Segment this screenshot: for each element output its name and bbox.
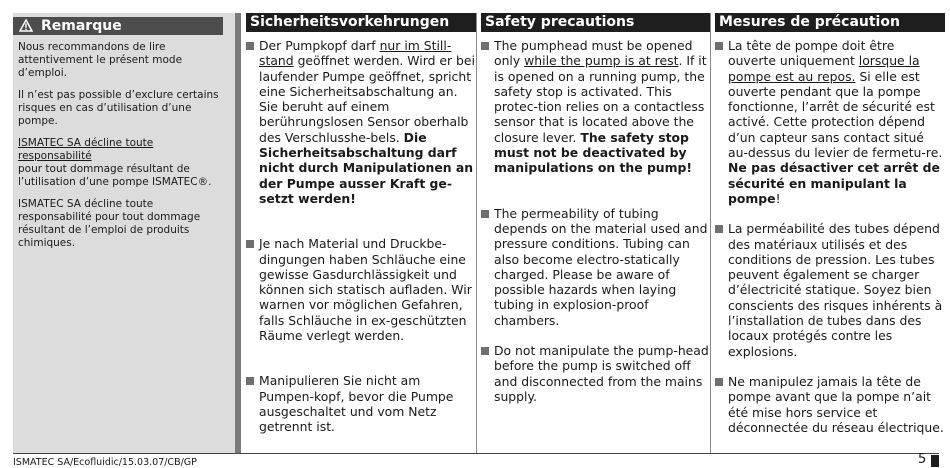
bullet-square-icon	[481, 210, 489, 218]
english-column	[481, 13, 711, 419]
remark-text: pour tout dommage résultant de l’utilisation d’une pompe ISMATEC®.	[18, 163, 212, 188]
list-item: La perméabilité des tubes dépend des matériaux utilisés et des conditions de pression. Les tubes peuvent également se charger d’électricité statique. Soyez bien conscients des risques inhérents à l’installation de tubes dans des locaux protégés contre les explosions.	[715, 221, 945, 359]
remark-title: Remarque	[41, 18, 122, 34]
french-heading: Mesures de précaution	[715, 13, 945, 32]
remark-paragraph: ISMATEC SA décline toute responsabilité pour tout dommage résultant de l’emploi de produits chimiques.	[18, 198, 201, 249]
bullet-square-icon	[246, 240, 254, 248]
remark-underlined-text: ISMATEC SA décline toute responsabilité	[18, 137, 154, 162]
bullet-square-icon	[481, 347, 489, 355]
german-column	[246, 13, 476, 450]
list-item: Do not manipulate the pump-head before the pump is switched off and disconnected from the mains supply.	[481, 343, 711, 404]
bullet-square-icon	[715, 225, 723, 233]
list-item: Ne manipulez jamais la tête de pompe avant que la pompe n’ait été mise hors service et déconnectée du réseau électrique.	[715, 374, 945, 435]
remark-header	[13, 17, 223, 35]
footer-text: ISMATEC SA/Ecofluidic/15.03.07/CB/GP	[13, 457, 197, 468]
remark-paragraph	[18, 137, 223, 189]
french-column	[715, 13, 945, 450]
list-item: The pumphead must be opened only while the pump is at rest. If it is opened on a running pump, the safety stop is activated. This protec-tion relies on a contactless sensor that is located above the closure lever. The safety stop must not be deactivated by manipulations on the pump!	[481, 38, 711, 176]
bullet-square-icon	[481, 42, 489, 50]
warning-text: The safety stop must not be deactivated by manipulations on the pump!	[494, 129, 693, 176]
bullet-square-icon	[715, 378, 723, 386]
underlined-text: while the pump is at rest	[524, 53, 679, 69]
warning-icon	[19, 19, 33, 37]
footer-rule	[13, 453, 939, 454]
bullet-square-icon	[246, 42, 254, 50]
remark-body	[18, 41, 223, 259]
underlined-text: nur im Still-stand	[259, 38, 452, 69]
warning-text: Die Sicherheitsabschaltung darf nicht durch Manipulationen an der Pumpe ausser Kraft ge-setzt werden!	[259, 129, 474, 206]
list-item: The permeability of tubing depends on the material used and pressure conditions. Tubing can also become electro-statically charged. Please be aware of possible hazards when laying tubing in explosion-proof chambers.	[481, 206, 711, 328]
warning-text: Ne pas désactiver cet arrêt de sécurité en manipulant la pompe	[728, 160, 940, 206]
list-item: Je nach Material und Druckbe-dingungen haben Schläuche eine gewisse Gasdurchlässigkeit und können sich statisch aufladen. Wir warnen vor möglichen Gefahren, falls Schläuche in ex-geschützten Räume verlegt werden.	[246, 236, 476, 343]
column-divider	[476, 13, 477, 453]
german-heading: Sicherheitsvorkehrungen	[246, 13, 476, 32]
list-item: La tête de pompe doit être ouverte uniquement lorsque la pompe est au repos. Si elle est ouverte pendant que la pompe fonctionne, l’arrêt de sécurité est activé. Cette protection dépend d’un capteur sans contact situé au-dessus du levier de fermetu-re. Ne pas désactiver cet arrêt de sécurité en manipulant la pompe!	[715, 38, 945, 206]
page-marker	[931, 455, 939, 467]
column-divider	[710, 13, 711, 453]
underlined-text: lorsque la pompe est au repos.	[728, 53, 920, 84]
remark-paragraph: Nous recommandons de lire attentivement le présent mode d’emploi.	[18, 41, 183, 79]
list-item: Der Pumpkopf darf nur im Still-stand geöffnet werden. Wird er bei laufender Pumpe geöffnet, spricht eine Sicherheitsabschaltung an. Sie beruht auf einem berührungslosen Sensor oberhalb des Verschlusshe-bels. Die Sicherheitsabschaltung darf nicht durch Manipulationen an der Pumpe ausser Kraft ge-setzt werden!	[246, 38, 476, 206]
remark-sidebar	[13, 13, 235, 453]
page-number: 5	[918, 452, 927, 467]
bullet-square-icon	[246, 377, 254, 385]
bullet-square-icon	[715, 42, 723, 50]
sidebar-divider	[235, 13, 241, 453]
remark-paragraph: Il n’est pas possible d’exclure certains risques en cas d’utilisation d’une pompe.	[18, 89, 219, 127]
english-heading: Safety precautions	[481, 13, 711, 32]
list-item: Manipulieren Sie nicht am Pumpen-kopf, bevor die Pumpe ausgeschaltet und vom Netz getrennt ist.	[246, 373, 476, 434]
